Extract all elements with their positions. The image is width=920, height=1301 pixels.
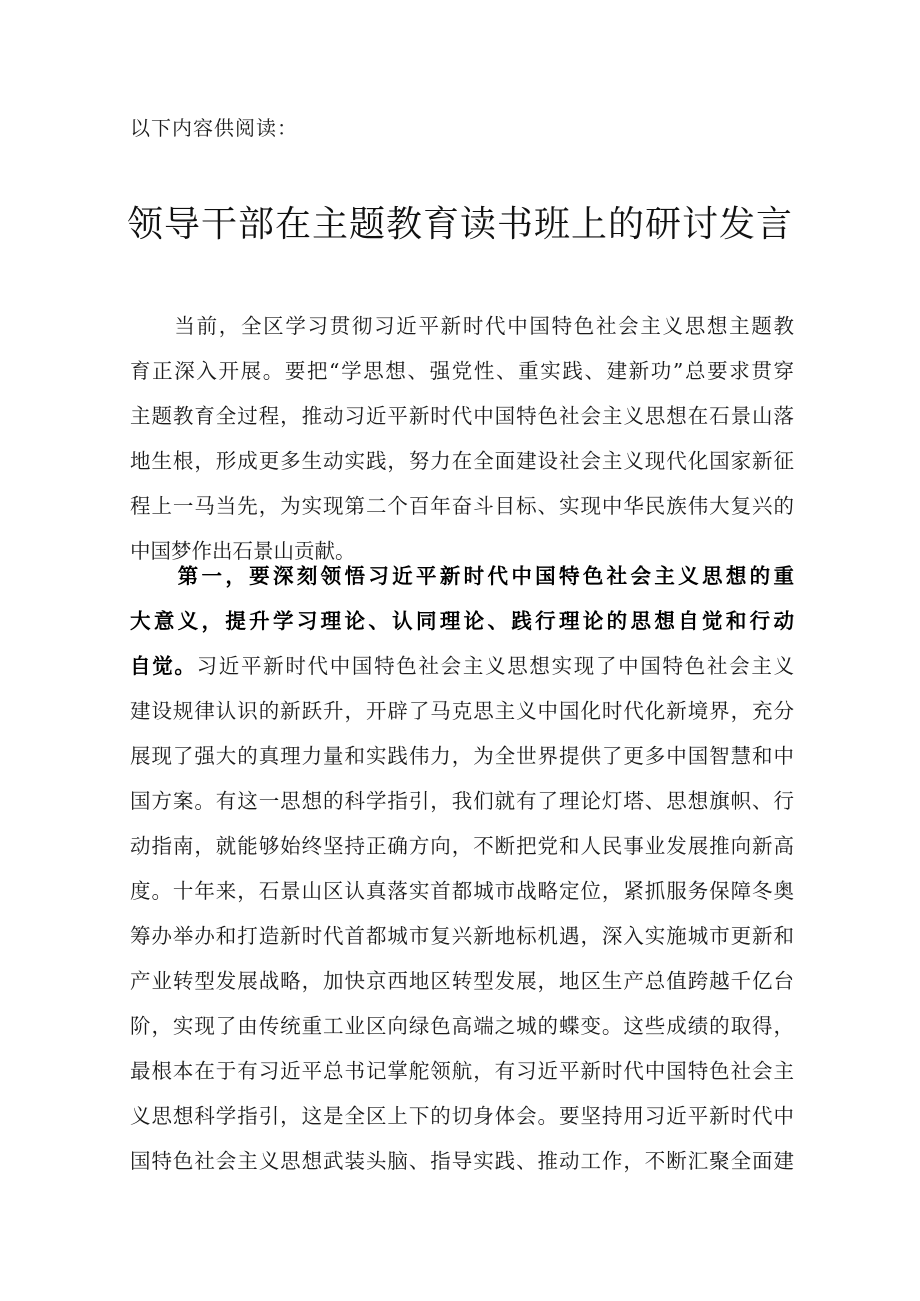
text-line: 阶，实现了由传统重工业区向绿色高端之城的蝶变。这些成绩的取得，: [130, 1014, 794, 1038]
text-line: 地生根，形成更多生动实践，努力在全面建设社会主义现代化国家新征: [130, 449, 794, 473]
text-line: 中国梦作出石景山贡献。: [130, 539, 356, 563]
text-line: 国方案。有这一思想的科学指引，我们就有了理论灯塔、思想旗帜、行: [130, 789, 794, 813]
text-line: 义思想科学指引，这是全区上下的切身体会。要坚持用习近平新时代中: [130, 1104, 794, 1128]
text-line: 最根本在于有习近平总书记掌舵领航，有习近平新时代中国特色社会主: [130, 1059, 794, 1083]
text-run: 习近平新时代中国特色社会主义思想实现了中国特色社会主义: [196, 654, 795, 678]
heading-line: 大意义，提升学习理论、认同理论、践行理论的思想自觉和行动: [130, 609, 794, 633]
paragraph-intro: [130, 304, 794, 574]
mixed-line: [130, 644, 794, 689]
text-line: 产业转型发展战略，加快京西地区转型发展，地区生产总值跨越千亿台: [130, 969, 794, 993]
text-line: 国特色社会主义思想武装头脑、指导实践、推动工作，不断汇聚全面建: [130, 1149, 794, 1173]
heading-line: 第一，要深刻领悟习近平新时代中国特色社会主义思想的重: [130, 564, 794, 588]
text-line: 展现了强大的真理力量和实践伟力，为全世界提供了更多中国智慧和中: [130, 744, 794, 768]
text-line: 育正深入开展。要把“学思想、强党性、重实践、建新功”总要求贯穿: [130, 359, 794, 383]
document-title: 领导干部在主题教育读书班上的研讨发言: [126, 204, 793, 245]
text-line: 动指南，就能够始终坚持正确方向，不断把党和人民事业发展推向新高: [130, 834, 794, 858]
text-line: 主题教育全过程，推动习近平新时代中国特色社会主义思想在石景山落: [130, 404, 794, 428]
paragraph-point-one: [130, 554, 794, 1184]
text-line: 建设规律认识的新跃升，开辟了马克思主义中国化时代化新境界，充分: [130, 699, 794, 723]
text-line: 度。十年来，石景山区认真落实首都城市战略定位，紧抓服务保障冬奥: [130, 879, 794, 903]
heading-tail: 自觉。: [130, 654, 197, 678]
text-line: 当前，全区学习贯彻习近平新时代中国特色社会主义思想主题教: [130, 314, 794, 338]
intro-note: 以下内容供阅读：: [130, 116, 298, 140]
text-line: 程上一马当先，为实现第二个百年奋斗目标、实现中华民族伟大复兴的: [130, 494, 794, 518]
text-line: 筹办举办和打造新时代首都城市复兴新地标机遇，深入实施城市更新和: [130, 924, 794, 948]
